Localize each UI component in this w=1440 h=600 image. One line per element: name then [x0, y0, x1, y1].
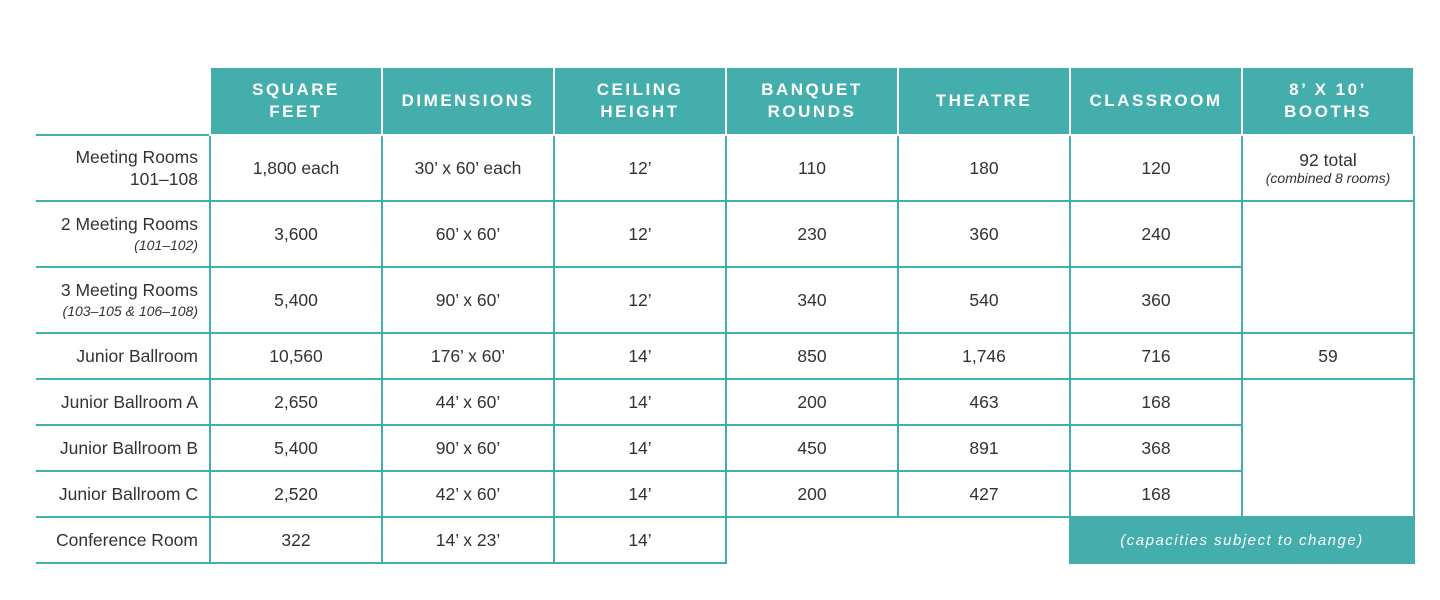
table-row — [36, 517, 1414, 563]
banquet-rounds-cell: 850 — [726, 333, 898, 379]
ceiling-height-cell: 14’ — [554, 379, 726, 425]
square-feet-cell: 3,600 — [210, 201, 382, 267]
classroom-cell: 716 — [1070, 333, 1242, 379]
classroom-cell: 360 — [1070, 267, 1242, 333]
square-feet-cell: 10,560 — [210, 333, 382, 379]
room-name: Junior Ballroom B — [36, 425, 210, 471]
table-row — [36, 201, 1414, 267]
ceiling-height-cell: 14’ — [554, 517, 726, 563]
room-name — [36, 135, 210, 201]
room-name: Junior Ballroom — [36, 333, 210, 379]
booths-value: 92 total — [1299, 150, 1357, 170]
header-booths: 8’ X 10’ BOOTHS — [1242, 67, 1414, 135]
header-ceiling-height: CEILING HEIGHT — [554, 67, 726, 135]
square-feet-cell: 322 — [210, 517, 382, 563]
square-feet-cell: 1,800 each — [210, 135, 382, 201]
table-row — [36, 333, 1414, 379]
classroom-cell: 120 — [1070, 135, 1242, 201]
ceiling-height-cell: 14’ — [554, 471, 726, 517]
banquet-rounds-cell: 340 — [726, 267, 898, 333]
classroom-cell: 368 — [1070, 425, 1242, 471]
room-name — [36, 267, 210, 333]
theatre-cell: 463 — [898, 379, 1070, 425]
dimensions-cell: 30’ x 60’ each — [382, 135, 554, 201]
dimensions-cell: 14’ x 23’ — [382, 517, 554, 563]
room-name-note: (101–102) — [134, 237, 198, 253]
square-feet-cell: 5,400 — [210, 425, 382, 471]
header-classroom: CLASSROOM — [1070, 67, 1242, 135]
header-blank — [36, 67, 210, 135]
booths-cell — [1242, 135, 1414, 201]
empty-cell — [726, 517, 1070, 563]
square-feet-cell: 5,400 — [210, 267, 382, 333]
dimensions-cell: 176’ x 60’ — [382, 333, 554, 379]
theatre-cell: 1,746 — [898, 333, 1070, 379]
table-row — [36, 135, 1414, 201]
booths-cell-merged — [1242, 379, 1414, 517]
room-name-line1: Meeting Rooms — [75, 147, 198, 167]
theatre-cell: 427 — [898, 471, 1070, 517]
ceiling-height-cell: 12’ — [554, 267, 726, 333]
ceiling-height-cell: 14’ — [554, 425, 726, 471]
banquet-rounds-cell: 110 — [726, 135, 898, 201]
theatre-cell: 540 — [898, 267, 1070, 333]
room-name-line2: 101–108 — [129, 169, 198, 189]
dimensions-cell: 90’ x 60’ — [382, 267, 554, 333]
theatre-cell: 180 — [898, 135, 1070, 201]
booths-note: (combined 8 rooms) — [1265, 170, 1391, 186]
classroom-cell: 240 — [1070, 201, 1242, 267]
theatre-cell: 360 — [898, 201, 1070, 267]
ceiling-height-cell: 12’ — [554, 201, 726, 267]
header-banquet-rounds: BANQUET ROUNDS — [726, 67, 898, 135]
room-name: Junior Ballroom C — [36, 471, 210, 517]
table-row — [36, 267, 1414, 333]
room-capacity-table — [36, 66, 1415, 564]
table-row — [36, 425, 1414, 471]
room-name: Junior Ballroom A — [36, 379, 210, 425]
room-name-line1: 2 Meeting Rooms — [60, 214, 198, 234]
dimensions-cell: 44’ x 60’ — [382, 379, 554, 425]
room-name — [36, 201, 210, 267]
square-feet-cell: 2,520 — [210, 471, 382, 517]
booths-cell-merged — [1242, 201, 1414, 333]
dimensions-cell: 90’ x 60’ — [382, 425, 554, 471]
banquet-rounds-cell: 200 — [726, 379, 898, 425]
banquet-rounds-cell: 230 — [726, 201, 898, 267]
banquet-rounds-cell: 200 — [726, 471, 898, 517]
header-row — [36, 67, 1414, 135]
room-name: Conference Room — [36, 517, 210, 563]
header-square-feet: SQUARE FEET — [210, 67, 382, 135]
classroom-cell: 168 — [1070, 379, 1242, 425]
ceiling-height-cell: 14’ — [554, 333, 726, 379]
theatre-cell: 891 — [898, 425, 1070, 471]
dimensions-cell: 60’ x 60’ — [382, 201, 554, 267]
room-name-line1: 3 Meeting Rooms — [60, 280, 198, 300]
table-row — [36, 379, 1414, 425]
room-name-note: (103–105 & 106–108) — [62, 303, 198, 319]
ceiling-height-cell: 12’ — [554, 135, 726, 201]
dimensions-cell: 42’ x 60’ — [382, 471, 554, 517]
header-dimensions: DIMENSIONS — [382, 67, 554, 135]
booths-cell: 59 — [1242, 333, 1414, 379]
square-feet-cell: 2,650 — [210, 379, 382, 425]
banquet-rounds-cell: 450 — [726, 425, 898, 471]
capacities-footnote: (capacities subject to change) — [1070, 517, 1414, 563]
classroom-cell: 168 — [1070, 471, 1242, 517]
header-theatre: THEATRE — [898, 67, 1070, 135]
table-row — [36, 471, 1414, 517]
